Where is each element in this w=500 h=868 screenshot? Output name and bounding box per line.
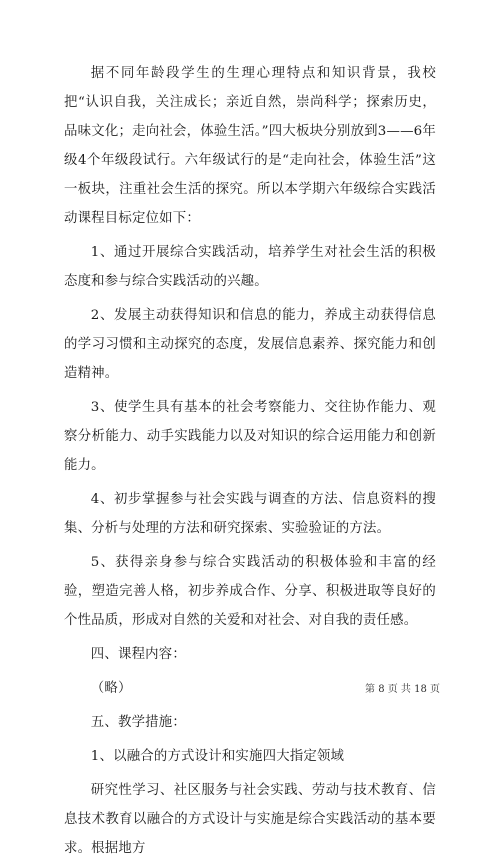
paragraph: 4、初步掌握参与社会实践与调查的方法、信息资料的搜集、分析与处理的方法和研究探索、实验验证的方法。 xyxy=(64,492,436,536)
section-heading: 五、教学措施： xyxy=(90,715,186,730)
paragraph: 5、获得亲身参与综合实践活动的积极体验和丰富的经验，塑造完善人格，初步养成合作、分享、积极进取等良好的个性品质，形成对自然的关爱和对社会、对自我的责任感。 xyxy=(64,555,436,628)
paragraph: 1、通过开展综合实践活动，培养学生对社会生活的积极态度和参与综合实践活动的兴趣。 xyxy=(64,245,436,289)
section-heading: 四、课程内容： xyxy=(90,647,186,662)
paragraph: 2、发展主动获得知识和信息的能力，养成主动获得信息的学习习惯和主动探究的态度，发展信息素养、探究能力和创造精神。 xyxy=(64,308,436,381)
document-body xyxy=(64,59,436,868)
subsection-heading: 1、以融合的方式设计和实施四大指定领域 xyxy=(90,749,345,764)
paragraph: 研究性学习、社区服务与社会实践、劳动与技术教育、信息技术教育以融合的方式设计与实施是综合实践活动的基本要求。根据地方 xyxy=(64,783,436,856)
page-number: 第 8 页 共 18 页 xyxy=(365,684,440,695)
paragraph: 据不同年龄段学生的生理心理特点和知识背景，我校把“认识自我，关注成长；亲近自然，崇尚科学；探索历史，品味文化；走向社会，体验生活。”四大板块分别放到3——6年级4个年级段试行。六年级试行的是“走向社会，体验生活”这一板块，注重社会生活的探究。所以本学期六年级综合实践活动课程目标定位如下： xyxy=(64,66,436,226)
paragraph: （略） xyxy=(90,681,132,696)
paragraph: 3、使学生具有基本的社会考察能力、交往协作能力、观察分析能力、动手实践能力以及对知识的综合运用能力和创新能力。 xyxy=(64,400,436,473)
